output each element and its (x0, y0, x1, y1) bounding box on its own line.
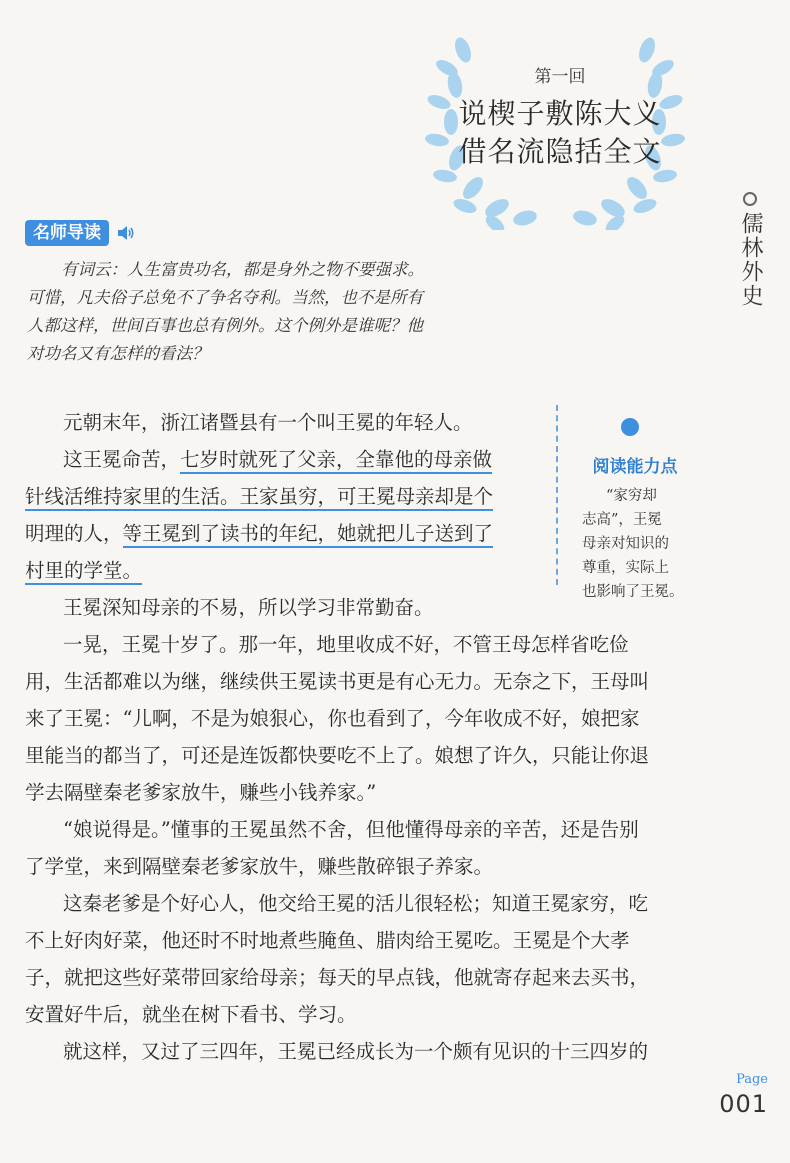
guide-text (27, 256, 467, 368)
body-line: 了学堂，来到隔壁秦老爹家放牛，赚些散碎银子养家。 (25, 855, 494, 878)
body-line: 这王冕命苦，七岁时就死了父亲，全靠他的母亲做 (25, 441, 725, 478)
side-book-title-text: 儒林外史 (738, 212, 763, 308)
body-line: 来了王冕：“儿啊，不是为娘狠心，你也看到了，今年收成不好，娘把家 (25, 707, 640, 730)
body-line: 就这样，又过了三四年，王冕已经成长为一个颇有见识的十三四岁的 (63, 1040, 649, 1063)
underlined-text: 针线活维持家里的生活。王家虽穷，可王冕母亲却是个 (25, 485, 493, 511)
circle-icon (743, 192, 757, 206)
guide-badge: 名师导读 (25, 220, 109, 246)
body-line (25, 552, 725, 589)
body-line: 学去隔壁秦老爹家放牛，赚些小钱养家。” (25, 781, 377, 804)
note-line: “家穷却 (606, 488, 657, 504)
speaker-icon[interactable] (116, 223, 136, 243)
note-line: 志高”，王冕 (582, 512, 662, 528)
body-line (25, 478, 725, 515)
body-line: 用，生活都难以为继，继续供王冕读书更是有心无力。无奈之下，王母叫 (25, 670, 650, 693)
page-number: 001 (719, 1090, 768, 1118)
guide-line: 可惜，凡夫俗子总免不了争名夺利。当然，也不是所有 (27, 288, 423, 307)
body-line: 王冕深知母亲的不易，所以学习非常勤奋。 (63, 596, 434, 619)
body-line: “娘说得是。”懂事的王冕虽然不舍，但他懂得母亲的辛苦，还是告别 (63, 818, 639, 841)
note-line: 也影响了王冕。 (582, 584, 684, 600)
body-line: 元朝末年，浙江诸暨县有一个叫王冕的年轻人。 (63, 411, 473, 434)
body-line: 这秦老爹是个好心人，他交给王冕的活儿很轻松；知道王冕家穷，吃 (63, 892, 649, 915)
guide-line: 有词云：人生富贵功名，都是身外之物不要强求。 (61, 260, 424, 279)
body-line: 子，就把这些好菜带回家给母亲；每天的早点钱，他就寄存起来去买书， (25, 966, 650, 989)
underlined-text: 七岁时就死了父亲，全靠他的母亲做 (180, 448, 492, 474)
note-line: 母亲对知识的 (582, 536, 669, 552)
underlined-text: 等王冕到了读书的年纪，她就把儿子送到了 (123, 522, 494, 548)
body-line: 里能当的都当了，可还是连饭都快要吃不上了。娘想了许久，只能让你退 (25, 744, 650, 767)
chapter-number: 第一回 (534, 67, 586, 87)
side-book-title (726, 192, 766, 308)
note-title: 阅读能力点 (592, 457, 678, 477)
body-line: 不上好肉好菜，他还时不时地煮些腌鱼、腊肉给王冕吃。王冕是个大孝 (25, 929, 630, 952)
page-label: Page (736, 1072, 768, 1087)
underlined-text: 村里的学堂。 (25, 559, 142, 585)
body-line: 安置好牛后，就坐在树下看书、学习。 (25, 1003, 357, 1026)
body-text (25, 404, 725, 1070)
body-line: 一晃，王冕十岁了。那一年，地里收成不好，不管王母怎样省吃俭 (63, 633, 629, 656)
body-line: 明理的人，等王冕到了读书的年纪，她就把儿子送到了 (25, 515, 725, 552)
guide-line: 人都这样，世间百事也总有例外。这个例外是谁呢？他 (27, 316, 423, 335)
note-line: 尊重，实际上 (582, 560, 669, 576)
chapter-title-line-2: 借名流隐括全文 (458, 135, 662, 168)
guide-line: 对功名又有怎样的看法？ (27, 344, 209, 363)
chapter-title-line-1: 说楔子敷陈大义 (458, 97, 662, 130)
